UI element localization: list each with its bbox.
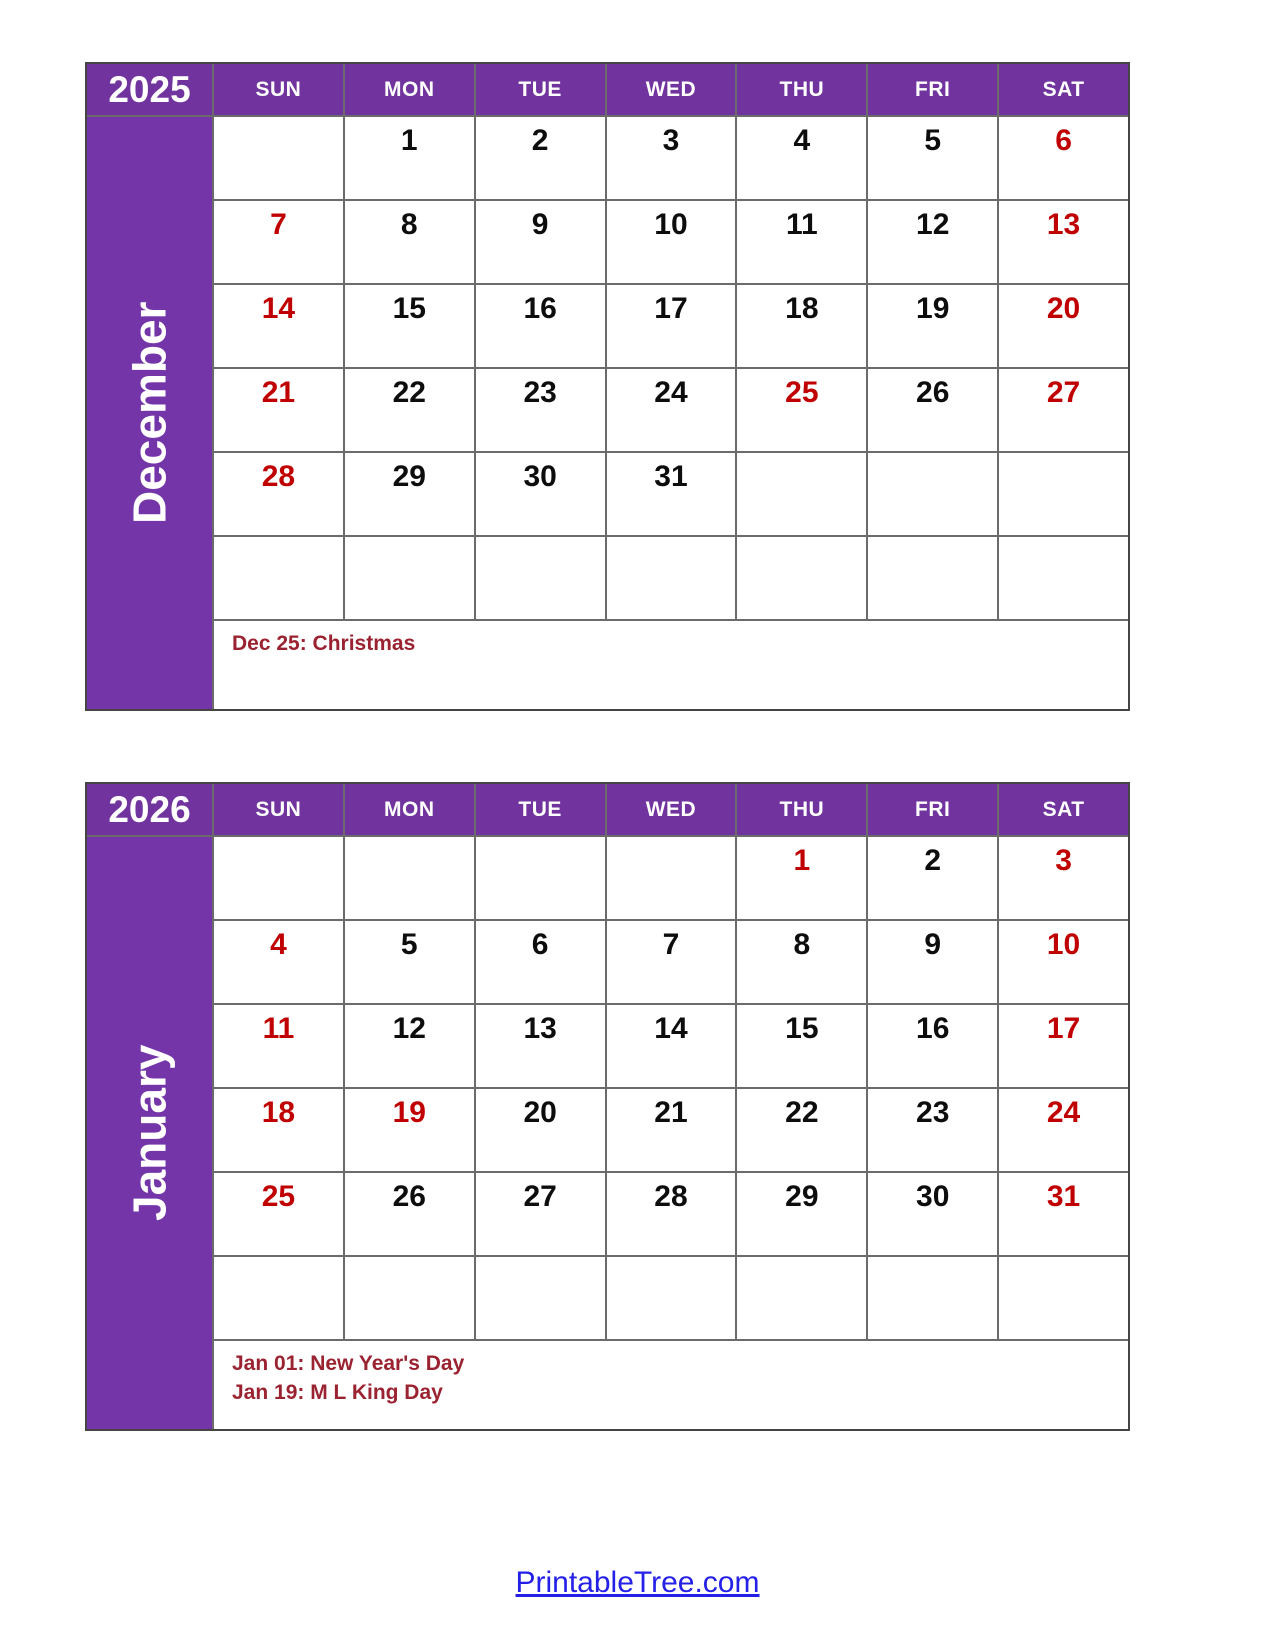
footer-site-link[interactable]: PrintableTree.com xyxy=(515,1566,760,1599)
day-cell: 31 xyxy=(607,453,736,535)
day-cell: 24 xyxy=(999,1089,1128,1171)
empty-day-cell xyxy=(345,537,474,619)
empty-day-cell xyxy=(607,537,736,619)
day-cell: 13 xyxy=(999,201,1128,283)
day-cell: 3 xyxy=(999,837,1128,919)
day-cell: 16 xyxy=(868,1005,997,1087)
day-cell: 6 xyxy=(999,117,1128,199)
day-header-fri: FRI xyxy=(868,784,997,835)
day-cell: 28 xyxy=(214,453,343,535)
day-cell: 25 xyxy=(214,1173,343,1255)
day-cell: 10 xyxy=(999,921,1128,1003)
day-cell: 7 xyxy=(214,201,343,283)
day-cell: 13 xyxy=(476,1005,605,1087)
day-cell: 30 xyxy=(868,1173,997,1255)
day-cell: 3 xyxy=(607,117,736,199)
empty-day-cell xyxy=(476,837,605,919)
day-cell: 30 xyxy=(476,453,605,535)
day-cell: 2 xyxy=(476,117,605,199)
holiday-notes xyxy=(214,621,1128,709)
day-cell: 4 xyxy=(214,921,343,1003)
day-cell: 16 xyxy=(476,285,605,367)
empty-day-cell xyxy=(737,453,866,535)
empty-day-cell xyxy=(214,537,343,619)
holiday-notes xyxy=(214,1341,1128,1429)
empty-day-cell xyxy=(868,1257,997,1339)
day-cell: 14 xyxy=(607,1005,736,1087)
day-cell: 12 xyxy=(345,1005,474,1087)
empty-day-cell xyxy=(476,537,605,619)
day-cell: 21 xyxy=(607,1089,736,1171)
day-cell: 29 xyxy=(737,1173,866,1255)
day-cell: 1 xyxy=(737,837,866,919)
day-header-wed: WED xyxy=(607,784,736,835)
day-cell: 27 xyxy=(476,1173,605,1255)
day-cell: 23 xyxy=(868,1089,997,1171)
day-cell: 19 xyxy=(868,285,997,367)
day-cell: 8 xyxy=(345,201,474,283)
day-header-tue: TUE xyxy=(476,64,605,115)
empty-day-cell xyxy=(999,537,1128,619)
day-cell: 8 xyxy=(737,921,866,1003)
day-header-fri: FRI xyxy=(868,64,997,115)
day-header-sat: SAT xyxy=(999,784,1128,835)
day-cell: 20 xyxy=(999,285,1128,367)
day-cell: 26 xyxy=(345,1173,474,1255)
day-header-wed: WED xyxy=(607,64,736,115)
day-cell: 4 xyxy=(737,117,866,199)
day-header-thu: THU xyxy=(737,64,866,115)
day-cell: 25 xyxy=(737,369,866,451)
day-header-mon: MON xyxy=(345,784,474,835)
day-header-sun: SUN xyxy=(214,64,343,115)
day-cell: 11 xyxy=(737,201,866,283)
day-cell: 6 xyxy=(476,921,605,1003)
empty-day-cell xyxy=(737,1257,866,1339)
day-cell: 15 xyxy=(345,285,474,367)
month-sidebar xyxy=(87,837,212,1429)
day-cell: 24 xyxy=(607,369,736,451)
day-cell: 11 xyxy=(214,1005,343,1087)
empty-day-cell xyxy=(345,1257,474,1339)
day-cell: 19 xyxy=(345,1089,474,1171)
day-cell: 27 xyxy=(999,369,1128,451)
day-cell: 31 xyxy=(999,1173,1128,1255)
year-label: 2026 xyxy=(87,784,212,835)
day-header-mon: MON xyxy=(345,64,474,115)
empty-day-cell xyxy=(214,837,343,919)
day-cell: 15 xyxy=(737,1005,866,1087)
day-cell: 21 xyxy=(214,369,343,451)
day-cell: 22 xyxy=(737,1089,866,1171)
footer xyxy=(0,1566,1275,1600)
day-cell: 5 xyxy=(345,921,474,1003)
holiday-note: Dec 25: Christmas xyxy=(232,632,416,655)
calendar-month-2 xyxy=(85,782,1130,1431)
day-cell: 26 xyxy=(868,369,997,451)
empty-day-cell xyxy=(737,537,866,619)
calendar-month-1 xyxy=(85,62,1130,711)
empty-day-cell xyxy=(345,837,474,919)
day-cell: 5 xyxy=(868,117,997,199)
empty-day-cell xyxy=(999,453,1128,535)
empty-day-cell xyxy=(214,1257,343,1339)
empty-day-cell xyxy=(868,537,997,619)
day-cell: 9 xyxy=(476,201,605,283)
day-cell: 7 xyxy=(607,921,736,1003)
day-cell: 14 xyxy=(214,285,343,367)
day-header-sat: SAT xyxy=(999,64,1128,115)
day-header-sun: SUN xyxy=(214,784,343,835)
empty-day-cell xyxy=(476,1257,605,1339)
empty-day-cell xyxy=(607,1257,736,1339)
day-cell: 20 xyxy=(476,1089,605,1171)
day-cell: 17 xyxy=(607,285,736,367)
day-cell: 2 xyxy=(868,837,997,919)
empty-day-cell xyxy=(868,453,997,535)
day-cell: 12 xyxy=(868,201,997,283)
month-label: December xyxy=(123,301,176,525)
day-cell: 18 xyxy=(737,285,866,367)
day-cell: 17 xyxy=(999,1005,1128,1087)
day-cell: 10 xyxy=(607,201,736,283)
day-cell: 28 xyxy=(607,1173,736,1255)
month-label: January xyxy=(123,1044,176,1222)
day-cell: 29 xyxy=(345,453,474,535)
empty-day-cell xyxy=(214,117,343,199)
day-header-thu: THU xyxy=(737,784,866,835)
month-sidebar xyxy=(87,117,212,709)
empty-day-cell xyxy=(999,1257,1128,1339)
year-label: 2025 xyxy=(87,64,212,115)
holiday-note: Jan 19: M L King Day xyxy=(232,1381,443,1404)
day-header-tue: TUE xyxy=(476,784,605,835)
holiday-note: Jan 01: New Year's Day xyxy=(232,1352,465,1375)
day-cell: 18 xyxy=(214,1089,343,1171)
day-cell: 9 xyxy=(868,921,997,1003)
day-cell: 1 xyxy=(345,117,474,199)
empty-day-cell xyxy=(607,837,736,919)
day-cell: 22 xyxy=(345,369,474,451)
day-cell: 23 xyxy=(476,369,605,451)
